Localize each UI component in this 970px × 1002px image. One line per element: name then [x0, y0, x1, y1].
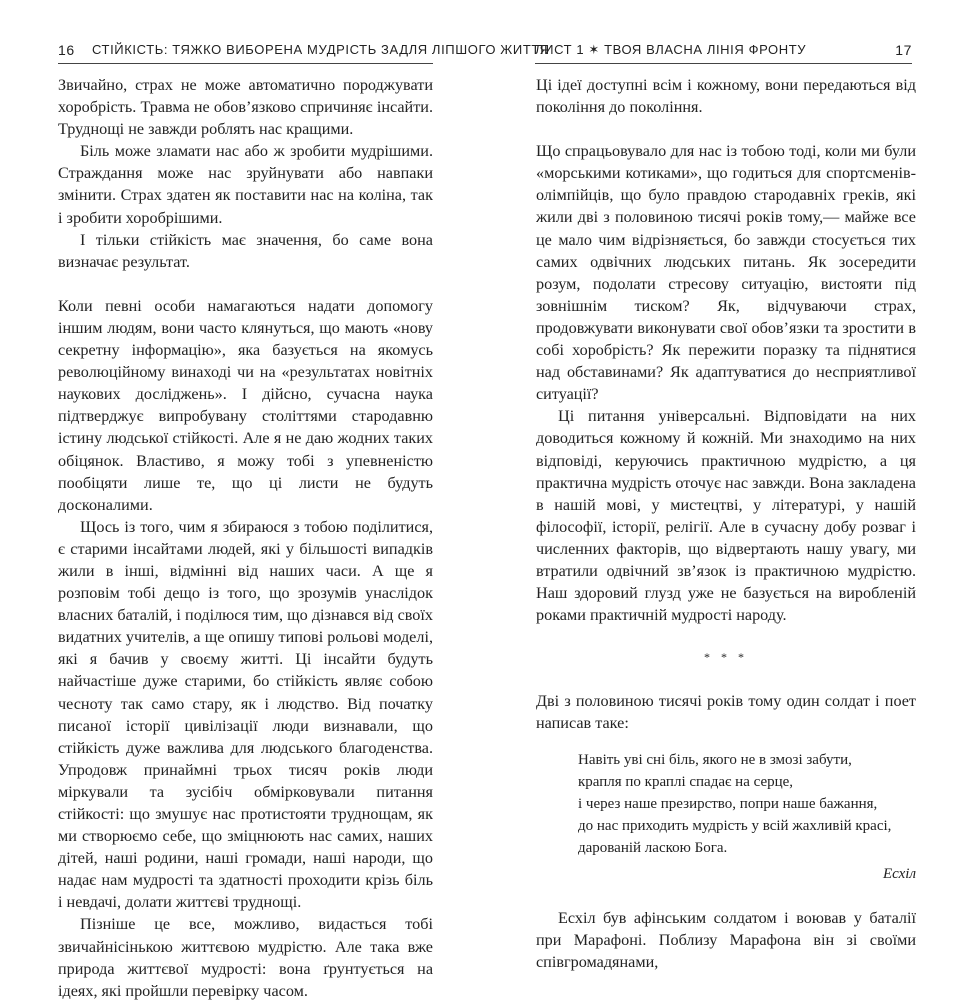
- verse-quote: [578, 749, 916, 885]
- paragraph: Есхіл був афінським солдатом і воював у баталії при Марафоні. Поблизу Марафона він зі своїми співгромадянами,: [536, 908, 916, 971]
- page-number: 16: [58, 42, 75, 58]
- header-rule: [535, 63, 912, 64]
- section-separator: * * *: [704, 650, 748, 665]
- paragraph: Біль може зламати нас або ж зробити мудрішими. Страждання може нас зруйнувати або навпаки змінити. Страх здатен як поставити нас на коліна, так і зробити хоробрішими.: [58, 142, 433, 227]
- paragraph: Ці питання універсальні. Відповідати на них доводиться кожному й кожній. Ми знаходимо на них відповіді, керуючись практичною мудрістю, а ця практична мудрість оточує нас завжди. Вона закладена в нашій мові, у мистецтві, у літературі, у нашій філософії, історії, релігії. Але в сучасну добу розваг і численних факторів, що відвертають нашу увагу, ми втратили одвічний зв’язок із практичною мудрістю. Наш здоровий глузд уже не базується на виробленій роками практичній мудрості народу.: [536, 407, 916, 625]
- page-number: 17: [895, 42, 912, 58]
- right-page-body: [536, 74, 916, 973]
- right-page-header: [535, 42, 912, 64]
- verse-author: Есхіл: [883, 865, 916, 882]
- paragraph: Пізніше це все, можливо, видасться тобі звичайнісінькою життєвою мудрістю. Але така вже природа життєвої мудрості: вона ґрунтується на ідеях, які пройшли перевірку часом.: [58, 915, 433, 1000]
- running-title: ЛИСТ 1 ✶ ТВОЯ ВЛАСНА ЛІНІЯ ФРОНТУ: [535, 42, 807, 57]
- verse-line: дарованій ласкою Бога.: [578, 839, 728, 856]
- verse-line: крапля по краплі спадає на серце,: [578, 773, 794, 790]
- paragraph: Дві з половиною тисячі років тому один солдат і поет написав таке:: [536, 692, 916, 733]
- header-rule: [58, 63, 433, 64]
- paragraph: Ці ідеї доступні всім і кожному, вони передаються від покоління до покоління.: [536, 76, 916, 117]
- paragraph: І тільки стійкість має значення, бо саме вона визначає результат.: [58, 230, 433, 271]
- left-page-body: [58, 74, 433, 1002]
- paragraph: Коли певні особи намагаються надати допомогу іншим людям, вони часто клянуться, що мають «нову секретну інформацію», яка базується на якомусь революційному винаході чи на «результатах новітніх наукових досліджень». І дійсно, сучасна наука підтверджує випробувану століттями стародавню істину людської стійкості. Але я не даю жодних таких обіцянок. Властиво, я можу тобі з упевненістю пообіцяти лише те, що ці листи не будуть досконалими.: [58, 296, 433, 514]
- verse-line: Навіть уві сні біль, якого не в змозі забути,: [578, 751, 852, 768]
- verse-line: і через наше презирство, попри наше бажання,: [578, 795, 878, 812]
- running-title: СТІЙКІСТЬ: ТЯЖКО ВИБОРЕНА МУДРІСТЬ ЗАДЛЯ ЛІПШОГО ЖИТТЯ: [92, 42, 550, 57]
- paragraph: Що спрацьовувало для нас із тобою тоді, коли ми були «морськими котиками», що годиться для спортсменів-олімпійців, що було правдою стародавніх греків, які жили дві з половиною тисячі років тому,— майже все це мало чим відрізняється, бо завжди стосується тих самих одвічних людських питань. Як зосередити розум, подолати стресову ситуацію, вистояти під зовнішнім тиском? Як, відчуваючи страх, продовжувати виконувати свої обов’язки та зростити в собі хоробрість? Як пережити поразку та піднятися над обставинами? Як адаптуватися до несприятливої ситуації?: [536, 142, 916, 404]
- left-page-header: [58, 42, 550, 64]
- paragraph: Звичайно, страх не може автоматично породжувати хоробрість. Травма не обов’язково спричиняє інсайти. Труднощі не завжди роблять нас кращими.: [58, 76, 433, 139]
- verse-line: до нас приходить мудрість у всій жахливій красі,: [578, 817, 892, 834]
- paragraph: Щось із того, чим я збираюся з тобою поділитися, є старими інсайтами людей, які у більшості випадків жили в інші, відмінні від наших часи. А ще я розповім тобі дещо із того, що зрозумів унаслідок власних баталій, і поділюся тим, що дізнався від своїх видатних учителів, а ще опишу типові рольові моделі, які я бачив у своєму житті. Ці інсайти будуть найчастіше дуже старими, бо стійкість являє собою чесноту так само стару, як і людство. Від початку писаної історії цивілізації люди визнавали, що стійкість дуже важлива для людського благоденства. Упродовж принаймні трьох тисяч років люди міркували та зусібіч обмірковували питання стійкості: що змушує нас протистояти труднощам, як ми створюємо себе, що зміцнюють нас самих, наших дітей, наші родини, наші громади, наші народи, що надає нам мудрості та здатності проходити крізь біль і невдачі, долати життєві труднощі.: [58, 517, 433, 912]
